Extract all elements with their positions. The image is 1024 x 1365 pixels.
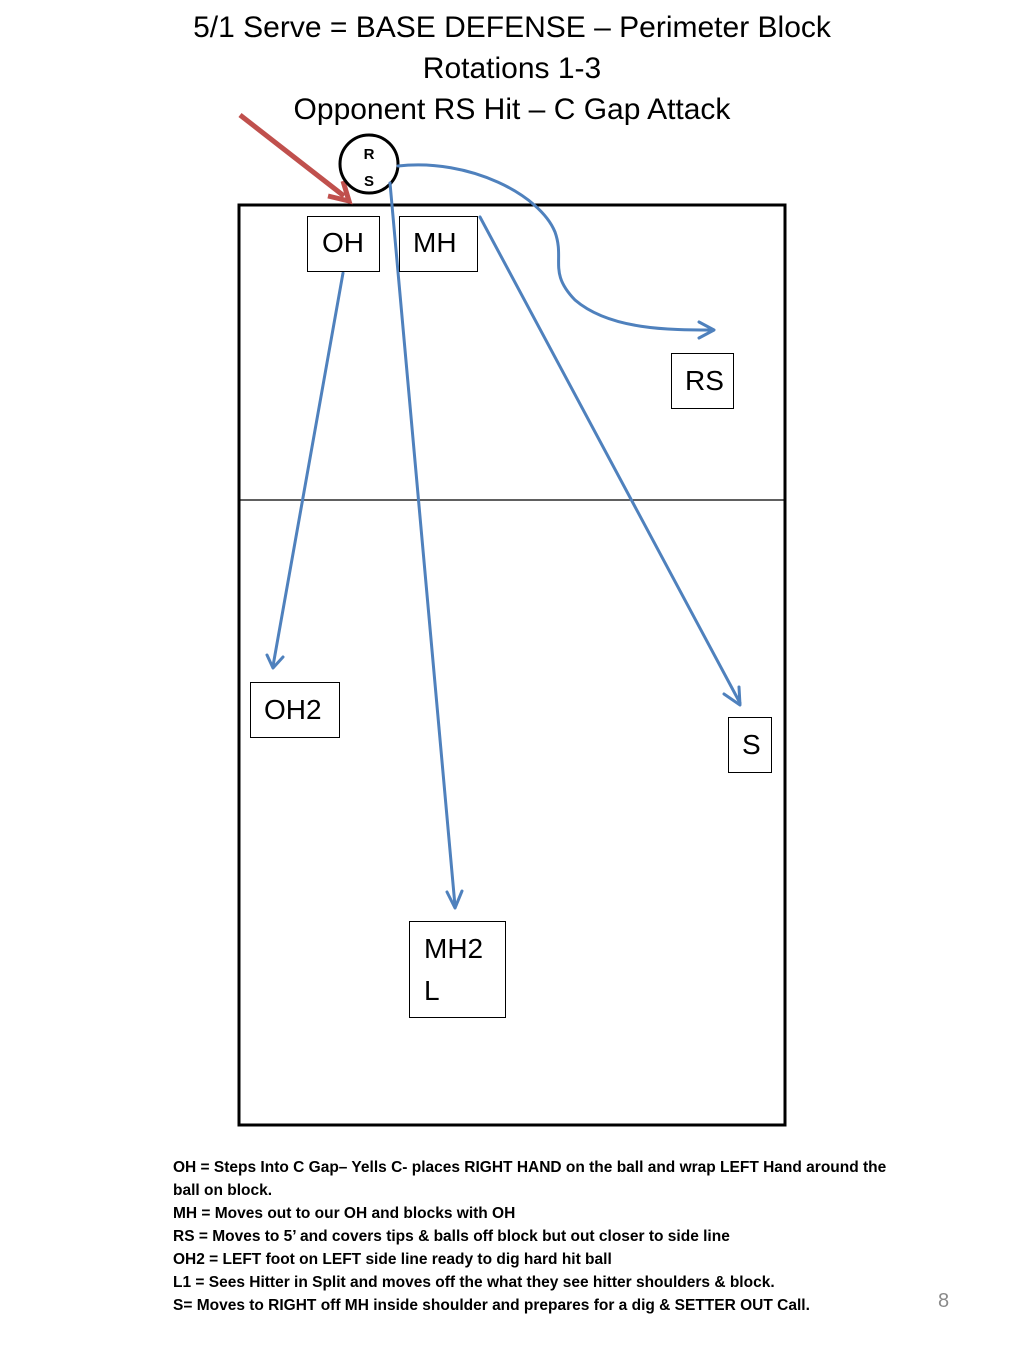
player-label-rs: RS	[685, 365, 724, 396]
court-boundary	[239, 205, 785, 1125]
player-box-mh	[399, 216, 478, 272]
oh-movement-arrow	[267, 273, 343, 668]
note-oh: OH = Steps Into C Gap– Yells C- places RIGHT HAND on the ball and wrap LEFT Hand around the ball on block.	[173, 1159, 891, 1199]
note-oh2: OH2 = LEFT foot on LEFT side line ready to dig hard hit ball	[173, 1251, 612, 1268]
page-number: 8	[938, 1290, 950, 1312]
notes-list	[173, 1156, 893, 1317]
note-mh: MH = Moves out to our OH and blocks with OH	[173, 1205, 516, 1222]
player-label-l: L	[424, 975, 440, 1006]
title-line-1: 5/1 Serve = BASE DEFENSE – Perimeter Block	[193, 11, 831, 44]
note-s: S= Moves to RIGHT off MH inside shoulder and prepares for a dig & SETTER OUT Call.	[173, 1297, 810, 1314]
player-box-oh	[307, 216, 380, 272]
title-line-2: Rotations 1-3	[422, 52, 602, 85]
player-label-mh: MH	[413, 227, 457, 258]
note-l1: L1 = Sees Hitter in Split and moves off the what they see hitter shoulders & block.	[173, 1274, 775, 1291]
title-line-3: Opponent RS Hit – C Gap Attack	[293, 93, 731, 126]
player-label-oh2: OH2	[264, 694, 322, 725]
player-box-s	[728, 717, 772, 773]
player-label-s: S	[742, 729, 761, 760]
player-label-mh2: MH2	[424, 933, 484, 964]
attack-arrow	[240, 115, 349, 201]
note-rs: RS = Moves to 5’ and covers tips & balls off block but out closer to side line	[173, 1228, 730, 1245]
player-box-mh2	[409, 921, 506, 1018]
opponent-rs-label-line2: S	[363, 173, 375, 190]
opponent-rs-label-line1: R	[363, 146, 375, 163]
player-box-rs	[671, 353, 734, 409]
player-box-oh2	[250, 682, 340, 738]
mh-movement-arrow	[480, 217, 740, 705]
player-label-oh: OH	[322, 227, 364, 258]
l-movement-arrow	[390, 183, 462, 908]
